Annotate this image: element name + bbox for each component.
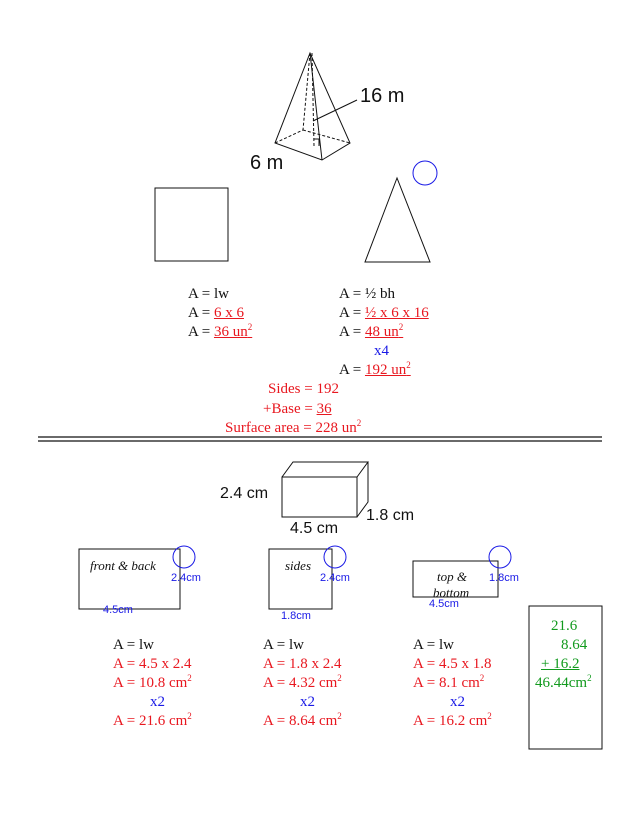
sum-value-1: 21.6 <box>551 618 578 634</box>
calc-formula: A = lw <box>413 637 454 653</box>
face-height-label: 2.4cm <box>171 572 201 584</box>
pyramid-hidden-edge <box>303 53 310 130</box>
sum-value-2: 8.64 <box>561 637 588 653</box>
calc-formula: A = lw <box>263 637 304 653</box>
square-figure <box>155 188 228 261</box>
calc-face-area: A = 8.1 $cm^2$ <box>413 673 485 691</box>
face-width-label: 4.5cm <box>103 604 133 616</box>
base-total: +Base = 36 <box>263 401 332 417</box>
face-name-front-back: front & back <box>90 558 156 573</box>
calc-face-area: A = 4.32 $cm^2$ <box>263 673 342 691</box>
calc-substitution: A = 1.8 x 2.4 <box>263 656 342 672</box>
calc-formula: A = lw <box>113 637 154 653</box>
triangle-substitution: A = ½ x 6 x 16 <box>339 305 429 321</box>
face-name-top-bottom-2: bottom <box>433 585 470 600</box>
sides-total: Sides = 192 <box>268 381 339 397</box>
pyramid-figure <box>275 53 357 160</box>
label-leader-line <box>313 100 357 121</box>
circle-mark <box>173 546 195 568</box>
triangle-multiplier: x4 <box>374 343 389 359</box>
prism-length-label: 4.5 cm <box>290 520 339 537</box>
triangle-area-result: A = 48 $un^2$ <box>339 322 404 340</box>
calc-pair-area: A = 21.6 $cm^2$ <box>113 711 192 729</box>
face-name-sides: sides <box>285 558 311 573</box>
calc-multiplier: x2 <box>300 694 315 710</box>
calc-multiplier: x2 <box>150 694 165 710</box>
prism-depth-label: 1.8 cm <box>366 507 415 524</box>
prism-figure <box>282 462 368 517</box>
calc-pair-area: A = 16.2 $cm^2$ <box>413 711 492 729</box>
face-height-label: 2.4cm <box>320 572 350 584</box>
pyramid-height-label: 16 m <box>360 85 405 107</box>
square-area-result: A = 36 $un^2$ <box>188 322 253 340</box>
pyramid-front-edge <box>310 53 322 160</box>
calc-face-area: A = 10.8 $cm^2$ <box>113 673 192 691</box>
sum-value-3: + 16.2 <box>541 656 580 672</box>
calc-substitution: A = 4.5 x 2.4 <box>113 656 192 672</box>
square-substitution: A = 6 x 6 <box>188 305 244 321</box>
face-height-label: 1.8cm <box>489 572 519 584</box>
circle-mark <box>413 161 437 185</box>
square-formula: A = lw <box>188 286 229 302</box>
surface-area-total: Surface area = 228 $un^2$ <box>225 418 362 436</box>
right-angle-mark <box>314 139 319 146</box>
prism-height-label: 2.4 cm <box>220 485 269 502</box>
face-width-label: 1.8cm <box>281 610 311 622</box>
face-name-top-bottom: top & <box>437 569 467 584</box>
circle-mark <box>489 546 511 568</box>
sum-total: $46.44cm^2$ <box>535 673 592 691</box>
calc-pair-area: A = 8.64 $cm^2$ <box>263 711 342 729</box>
triangles-total: A = 192 $un^2$ <box>339 360 411 378</box>
calc-substitution: A = 4.5 x 1.8 <box>413 656 492 672</box>
triangle-figure <box>365 178 430 262</box>
pyramid-base-label: 6 m <box>250 152 284 174</box>
calc-multiplier: x2 <box>450 694 465 710</box>
pyramid-hidden-base-2 <box>303 130 350 143</box>
pyramid-height-line <box>312 53 314 146</box>
circle-mark <box>324 546 346 568</box>
face-width-label: 4.5cm <box>429 598 459 610</box>
triangle-formula: A = ½ bh <box>339 286 395 302</box>
